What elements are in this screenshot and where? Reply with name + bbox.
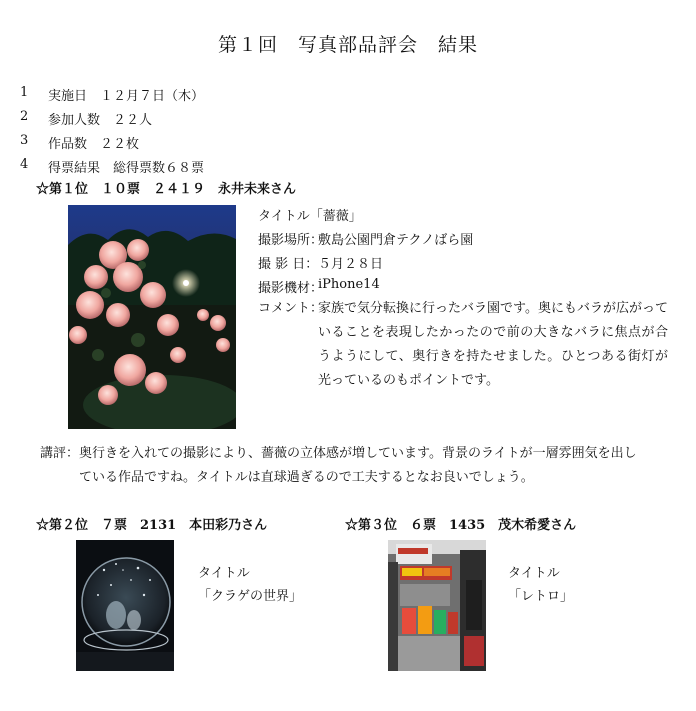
page-title: 第１回 写真部品評会 結果 [217,34,478,56]
first-place-header: ☆第１位 １０票 ２４１９ 永井未来さん [36,182,297,197]
info-item-works [20,133,139,152]
info-item-date [20,85,204,104]
second-title-value: 「クラゲの世界」 [198,589,303,604]
jellyfish-photo [76,540,174,671]
info-text: 実施日 １２月７日（木） [48,89,205,104]
info-text: 参加人数 ２２人 [48,113,153,128]
detail-label: 撮影場所： [258,233,324,248]
rose-photo [68,205,236,429]
third-title-value: 「レトロ」 [508,589,574,604]
info-number: 3 [20,133,29,148]
first-review [40,442,649,490]
detail-value: iPhone14 [318,277,380,292]
review-text: 奥行きを入れての撮影により、薔薇の立体感が増しています。背景のライトが一層雰囲気を出している作品ですね。タイトルは直球過ぎるので工夫するとなお良いでしょう。 [79,446,637,485]
detail-value: ５月２８日 [318,257,384,272]
comment-text: 家族で気分転換に行ったバラ園です。奥にもバラが広がっていることを表現したかったので前の大きなバラに焦点が合うようにして、奥行きを持たせました。ひとつある街灯が光っているのもポイントです。 [318,301,668,388]
detail-label: 撮 影 日： [258,257,319,272]
info-text: 得票結果 総得票数６８票 [48,161,205,176]
detail-value: 敷島公園門倉テクノばら園 [318,233,474,248]
info-number: 4 [20,157,29,172]
info-item-participants [20,109,152,128]
info-text: 作品数 ２２枚 [48,137,140,152]
first-comment [258,297,668,393]
first-date [258,253,383,272]
second-place-header: ☆第２位 ７票 2131 本田彩乃さん [36,518,268,533]
third-title-label: タイトル [508,566,560,581]
second-title-label: タイトル [198,566,250,581]
info-number: 1 [20,85,29,100]
third-place-header: ☆第３位 ６票 1435 茂木希愛さん [345,518,577,533]
info-number: 2 [20,109,29,124]
first-title: タイトル「薔薇」 [258,209,362,224]
info-item-votes [20,157,204,176]
retro-arcade-photo [388,540,486,671]
detail-label: 撮影機材： [258,281,324,296]
first-location [258,229,473,248]
review-label: 講評： [40,446,80,461]
first-device [258,277,380,296]
comment-label: コメント： [258,301,324,316]
